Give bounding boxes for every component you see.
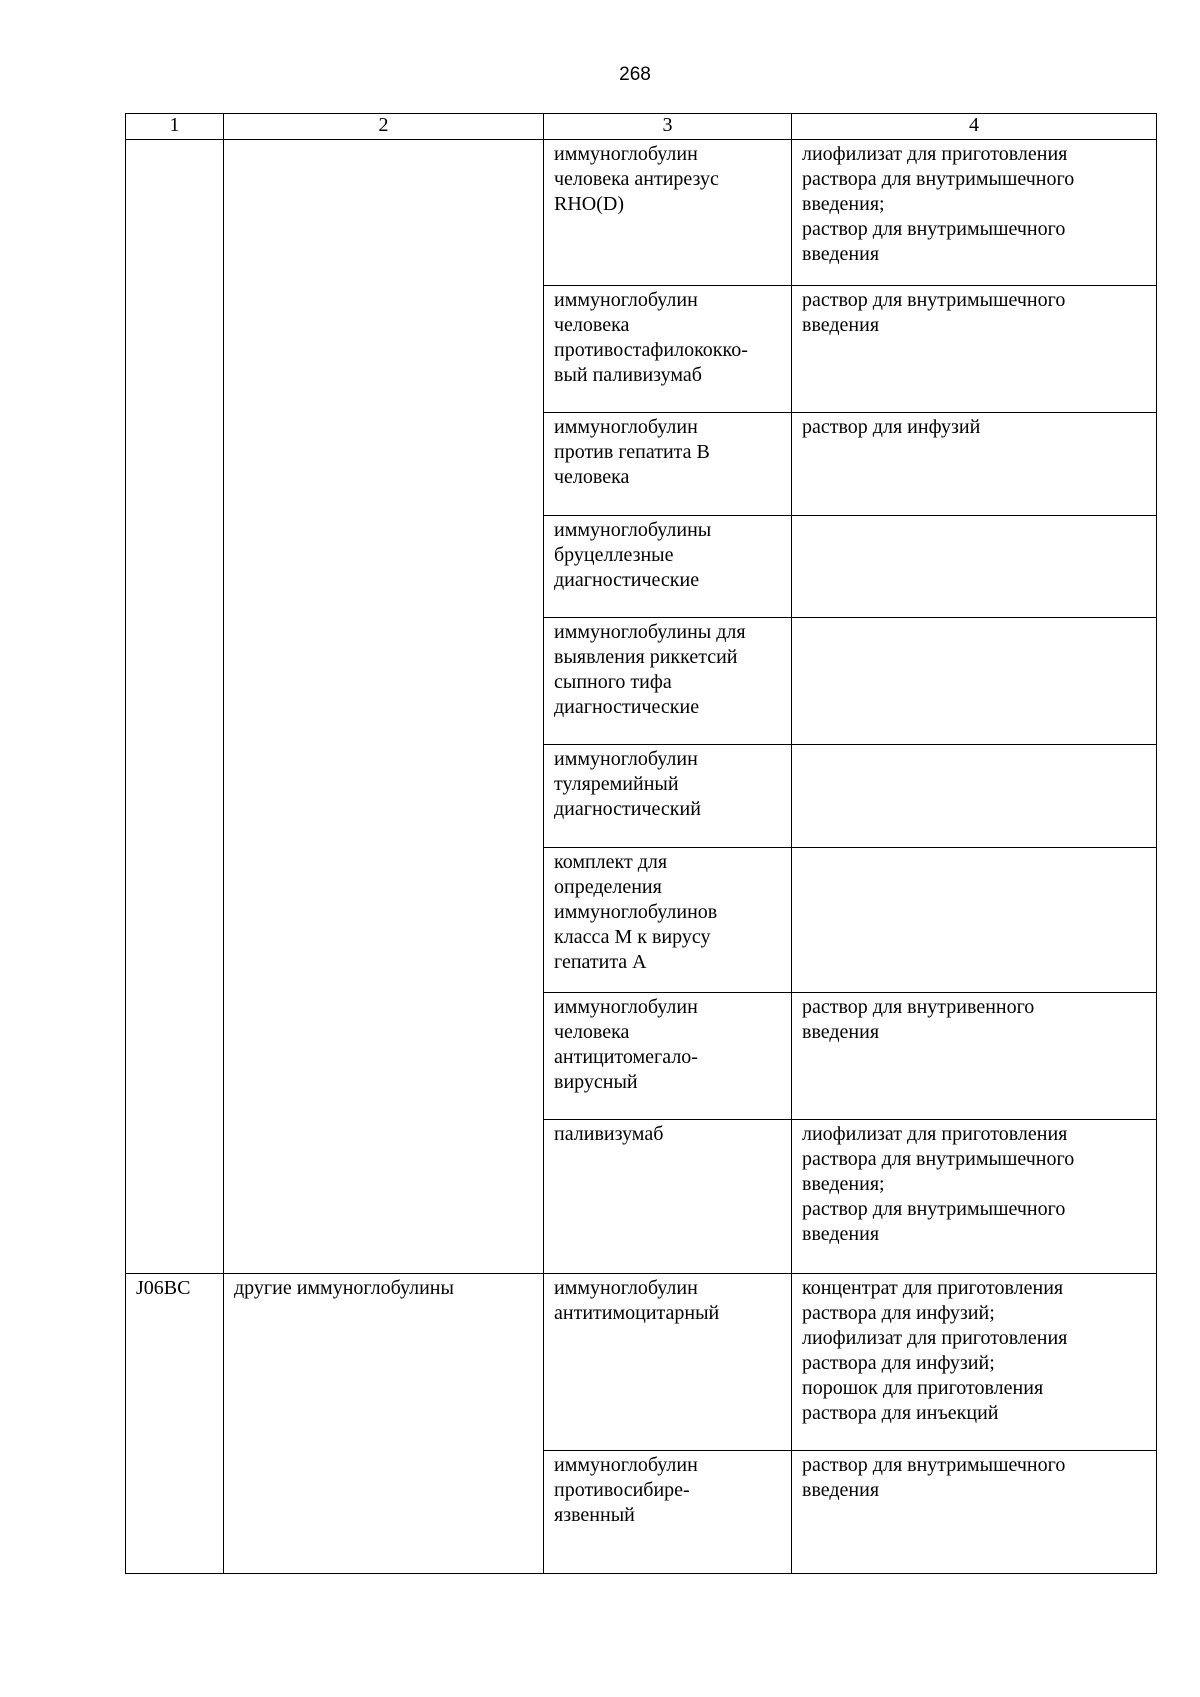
column-header-1: 1 [126,114,224,140]
table-header-row [126,114,1157,140]
drug-name-cell: иммуноглобулин человека антирезус RHO(D) [544,140,792,286]
drug-name-cell: иммуноглобулин туляремийный диагностический [544,745,792,848]
dosage-form-cell: раствор для внутримышечного введения [792,1451,1157,1574]
drug-name-cell: комплект для определения иммуноглобулинов класса М к вирусу гепатита А [544,848,792,993]
dosage-form-cell: раствор для инфузий [792,413,1157,516]
dosage-form-cell: раствор для внутримышечного введения [792,286,1157,413]
medication-table [125,113,1157,1574]
dosage-form-cell [792,848,1157,993]
atc-code-cell: J06BC [126,1274,224,1574]
dosage-form-cell: раствор для внутривенного введения [792,993,1157,1120]
column-header-4: 4 [792,114,1157,140]
table-row [126,140,1157,286]
drug-name-cell: иммуноглобулин против гепатита B человека [544,413,792,516]
drug-name-cell: иммуноглобулины бруцеллезные диагностические [544,516,792,618]
group-name-cell: другие иммуноглобулины [224,1274,544,1574]
drug-name-cell: иммуноглобулин противосибире- язвенный [544,1451,792,1574]
drug-name-cell: паливизумаб [544,1120,792,1274]
dosage-form-cell [792,745,1157,848]
column-header-3: 3 [544,114,792,140]
page-number: 268 [619,64,651,85]
dosage-form-cell: лиофилизат для приготовления раствора для внутримышечного введения; раствор для внутримышечного введения [792,1120,1157,1274]
dosage-form-cell: концентрат для приготовления раствора для инфузий; лиофилизат для приготовления раствора для инфузий; порошок для приготовления раствора для инъекций [792,1274,1157,1451]
dosage-form-cell: лиофилизат для приготовления раствора для внутримышечного введения; раствор для внутримышечного введения [792,140,1157,286]
column-header-2: 2 [224,114,544,140]
drug-name-cell: иммуноглобулин антитимоцитарный [544,1274,792,1451]
drug-name-cell: иммуноглобулин человека антицитомегало- вирусный [544,993,792,1120]
atc-code-cell [126,140,224,1274]
group-name-cell [224,140,544,1274]
table-row [126,1274,1157,1451]
dosage-form-cell [792,516,1157,618]
dosage-form-cell [792,618,1157,745]
drug-name-cell: иммуноглобулины для выявления риккетсий сыпного тифа диагностические [544,618,792,745]
drug-name-cell: иммуноглобулин человека противостафилококко- вый паливизумаб [544,286,792,413]
